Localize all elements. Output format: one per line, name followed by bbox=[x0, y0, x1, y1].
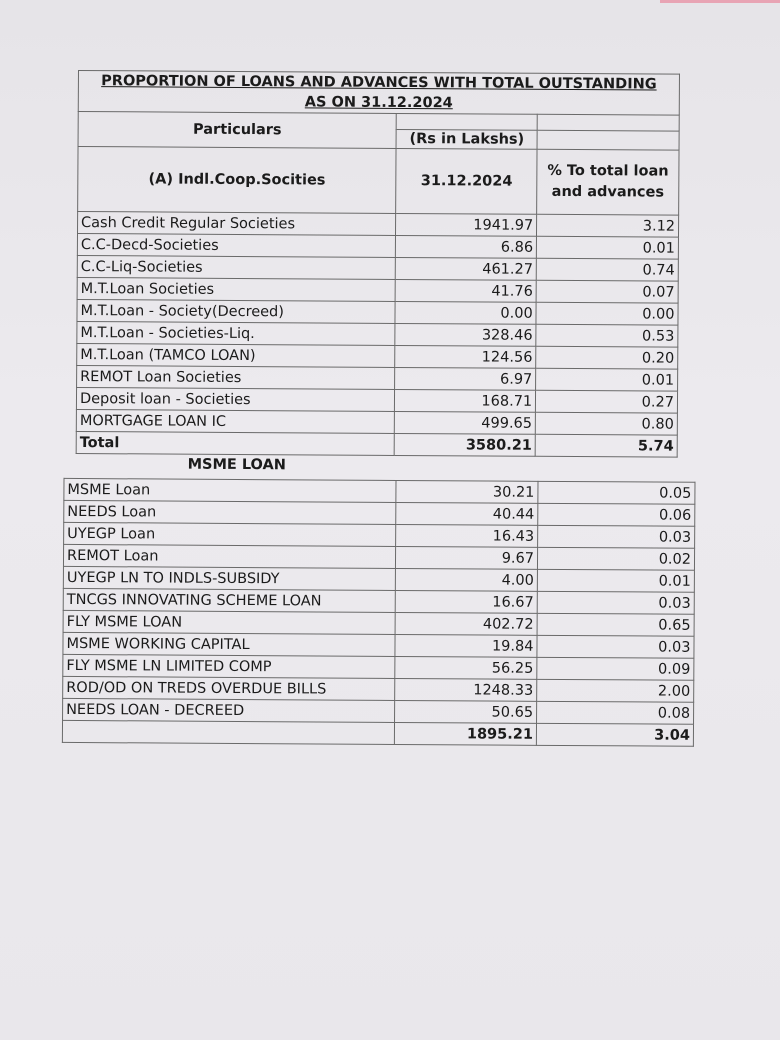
msme-heading: MSME LOAN bbox=[187, 456, 286, 474]
percent-header: % To total loan and advances bbox=[537, 149, 679, 215]
empty-header-cell bbox=[537, 114, 679, 131]
row-amount: 30.21 bbox=[396, 480, 538, 503]
empty-header-cell bbox=[537, 131, 679, 150]
row-label: NEEDS Loan bbox=[64, 500, 396, 524]
row-percent: 0.03 bbox=[538, 525, 695, 548]
row-percent: 0.65 bbox=[537, 613, 694, 636]
row-percent: 0.74 bbox=[536, 258, 678, 281]
document-title bbox=[78, 71, 679, 116]
title-line-2: AS ON 31.12.2024 bbox=[304, 94, 453, 112]
row-percent: 2.00 bbox=[537, 679, 694, 702]
row-label: M.T.Loan Societies bbox=[77, 277, 396, 301]
section-a-total-amount: 3580.21 bbox=[395, 433, 536, 456]
row-amount: 19.84 bbox=[395, 634, 537, 657]
row-amount: 6.86 bbox=[396, 235, 537, 258]
row-amount: 461.27 bbox=[396, 257, 537, 280]
row-amount: 6.97 bbox=[395, 367, 536, 390]
row-percent: 0.01 bbox=[537, 569, 694, 592]
row-amount: 328.46 bbox=[395, 323, 536, 346]
row-label: M.T.Loan (TAMCO LOAN) bbox=[77, 343, 396, 367]
row-amount: 1941.97 bbox=[396, 213, 537, 236]
particulars-header: Particulars bbox=[78, 112, 397, 149]
indl-coop-table bbox=[76, 70, 680, 458]
paper-edge-highlight bbox=[660, 0, 780, 3]
row-label: UYEGP Loan bbox=[64, 522, 396, 546]
document-sheet bbox=[66, 70, 692, 744]
row-amount: 499.65 bbox=[395, 411, 536, 434]
row-label: C.C-Liq-Societies bbox=[77, 255, 396, 279]
row-amount: 0.00 bbox=[395, 301, 536, 324]
row-percent: 0.20 bbox=[536, 346, 678, 369]
row-amount: 16.43 bbox=[396, 524, 538, 547]
msme-table bbox=[62, 478, 696, 747]
title-line-1: PROPORTION OF LOANS AND ADVANCES WITH TOTAL OUTSTANDING bbox=[101, 73, 657, 93]
msme-total-percent: 3.04 bbox=[536, 723, 693, 746]
row-amount: 40.44 bbox=[396, 502, 538, 525]
row-amount: 41.76 bbox=[395, 279, 536, 302]
row-percent: 0.01 bbox=[536, 368, 678, 391]
date-header: 31.12.2024 bbox=[396, 148, 537, 214]
row-percent: 0.02 bbox=[537, 547, 694, 570]
unit-header: (Rs in Lakshs) bbox=[396, 130, 537, 149]
row-amount: 9.67 bbox=[395, 546, 537, 569]
row-amount: 50.65 bbox=[395, 700, 537, 723]
row-label: REMOT Loan bbox=[63, 544, 395, 568]
row-amount: 1248.33 bbox=[395, 678, 537, 701]
row-label: TNCGS INNOVATING SCHEME LOAN bbox=[63, 588, 395, 612]
row-label: MORTGAGE LOAN IC bbox=[76, 409, 395, 433]
row-percent: 0.00 bbox=[536, 302, 678, 325]
row-percent: 3.12 bbox=[537, 214, 679, 237]
row-amount: 56.25 bbox=[395, 656, 537, 679]
row-percent: 0.01 bbox=[537, 236, 679, 259]
row-percent: 0.09 bbox=[537, 657, 694, 680]
row-label: NEEDS LOAN - DECREED bbox=[63, 698, 395, 722]
row-label: MSME WORKING CAPITAL bbox=[63, 632, 395, 656]
section-a-total-label: Total bbox=[76, 431, 395, 455]
empty-header-cell bbox=[397, 113, 538, 130]
row-label: C.C-Decd-Societies bbox=[77, 234, 396, 258]
row-percent: 0.03 bbox=[537, 635, 694, 658]
row-percent: 0.80 bbox=[535, 412, 677, 435]
row-percent: 0.03 bbox=[537, 591, 694, 614]
row-amount: 16.67 bbox=[395, 590, 537, 613]
row-percent: 0.06 bbox=[538, 503, 695, 526]
row-label: Deposit loan - Societies bbox=[76, 387, 395, 411]
row-label: ROD/OD ON TREDS OVERDUE BILLS bbox=[63, 676, 395, 700]
row-amount: 402.72 bbox=[395, 612, 537, 635]
row-label: UYEGP LN TO INDLS-SUBSIDY bbox=[63, 566, 395, 590]
row-label: Cash Credit Regular Societies bbox=[78, 212, 397, 236]
msme-total-label bbox=[62, 720, 394, 744]
row-percent: 0.08 bbox=[537, 701, 694, 724]
row-label: FLY MSME LOAN bbox=[63, 610, 395, 634]
row-label: M.T.Loan - Societies-Liq. bbox=[77, 321, 396, 345]
row-amount: 4.00 bbox=[395, 568, 537, 591]
row-percent: 0.27 bbox=[536, 390, 678, 413]
section-a-total-percent: 5.74 bbox=[535, 434, 677, 457]
row-amount: 124.56 bbox=[395, 345, 536, 368]
row-amount: 168.71 bbox=[395, 389, 536, 412]
section-a-header: (A) Indl.Coop.Socities bbox=[78, 147, 397, 214]
row-label: MSME Loan bbox=[64, 478, 396, 502]
row-label: REMOT Loan Societies bbox=[77, 365, 396, 389]
row-label: M.T.Loan - Society(Decreed) bbox=[77, 299, 396, 323]
row-percent: 0.53 bbox=[536, 324, 678, 347]
msme-total-amount: 1895.21 bbox=[394, 722, 536, 745]
row-label: FLY MSME LN LIMITED COMP bbox=[63, 654, 395, 678]
row-percent: 0.05 bbox=[538, 481, 695, 504]
row-percent: 0.07 bbox=[536, 280, 678, 303]
